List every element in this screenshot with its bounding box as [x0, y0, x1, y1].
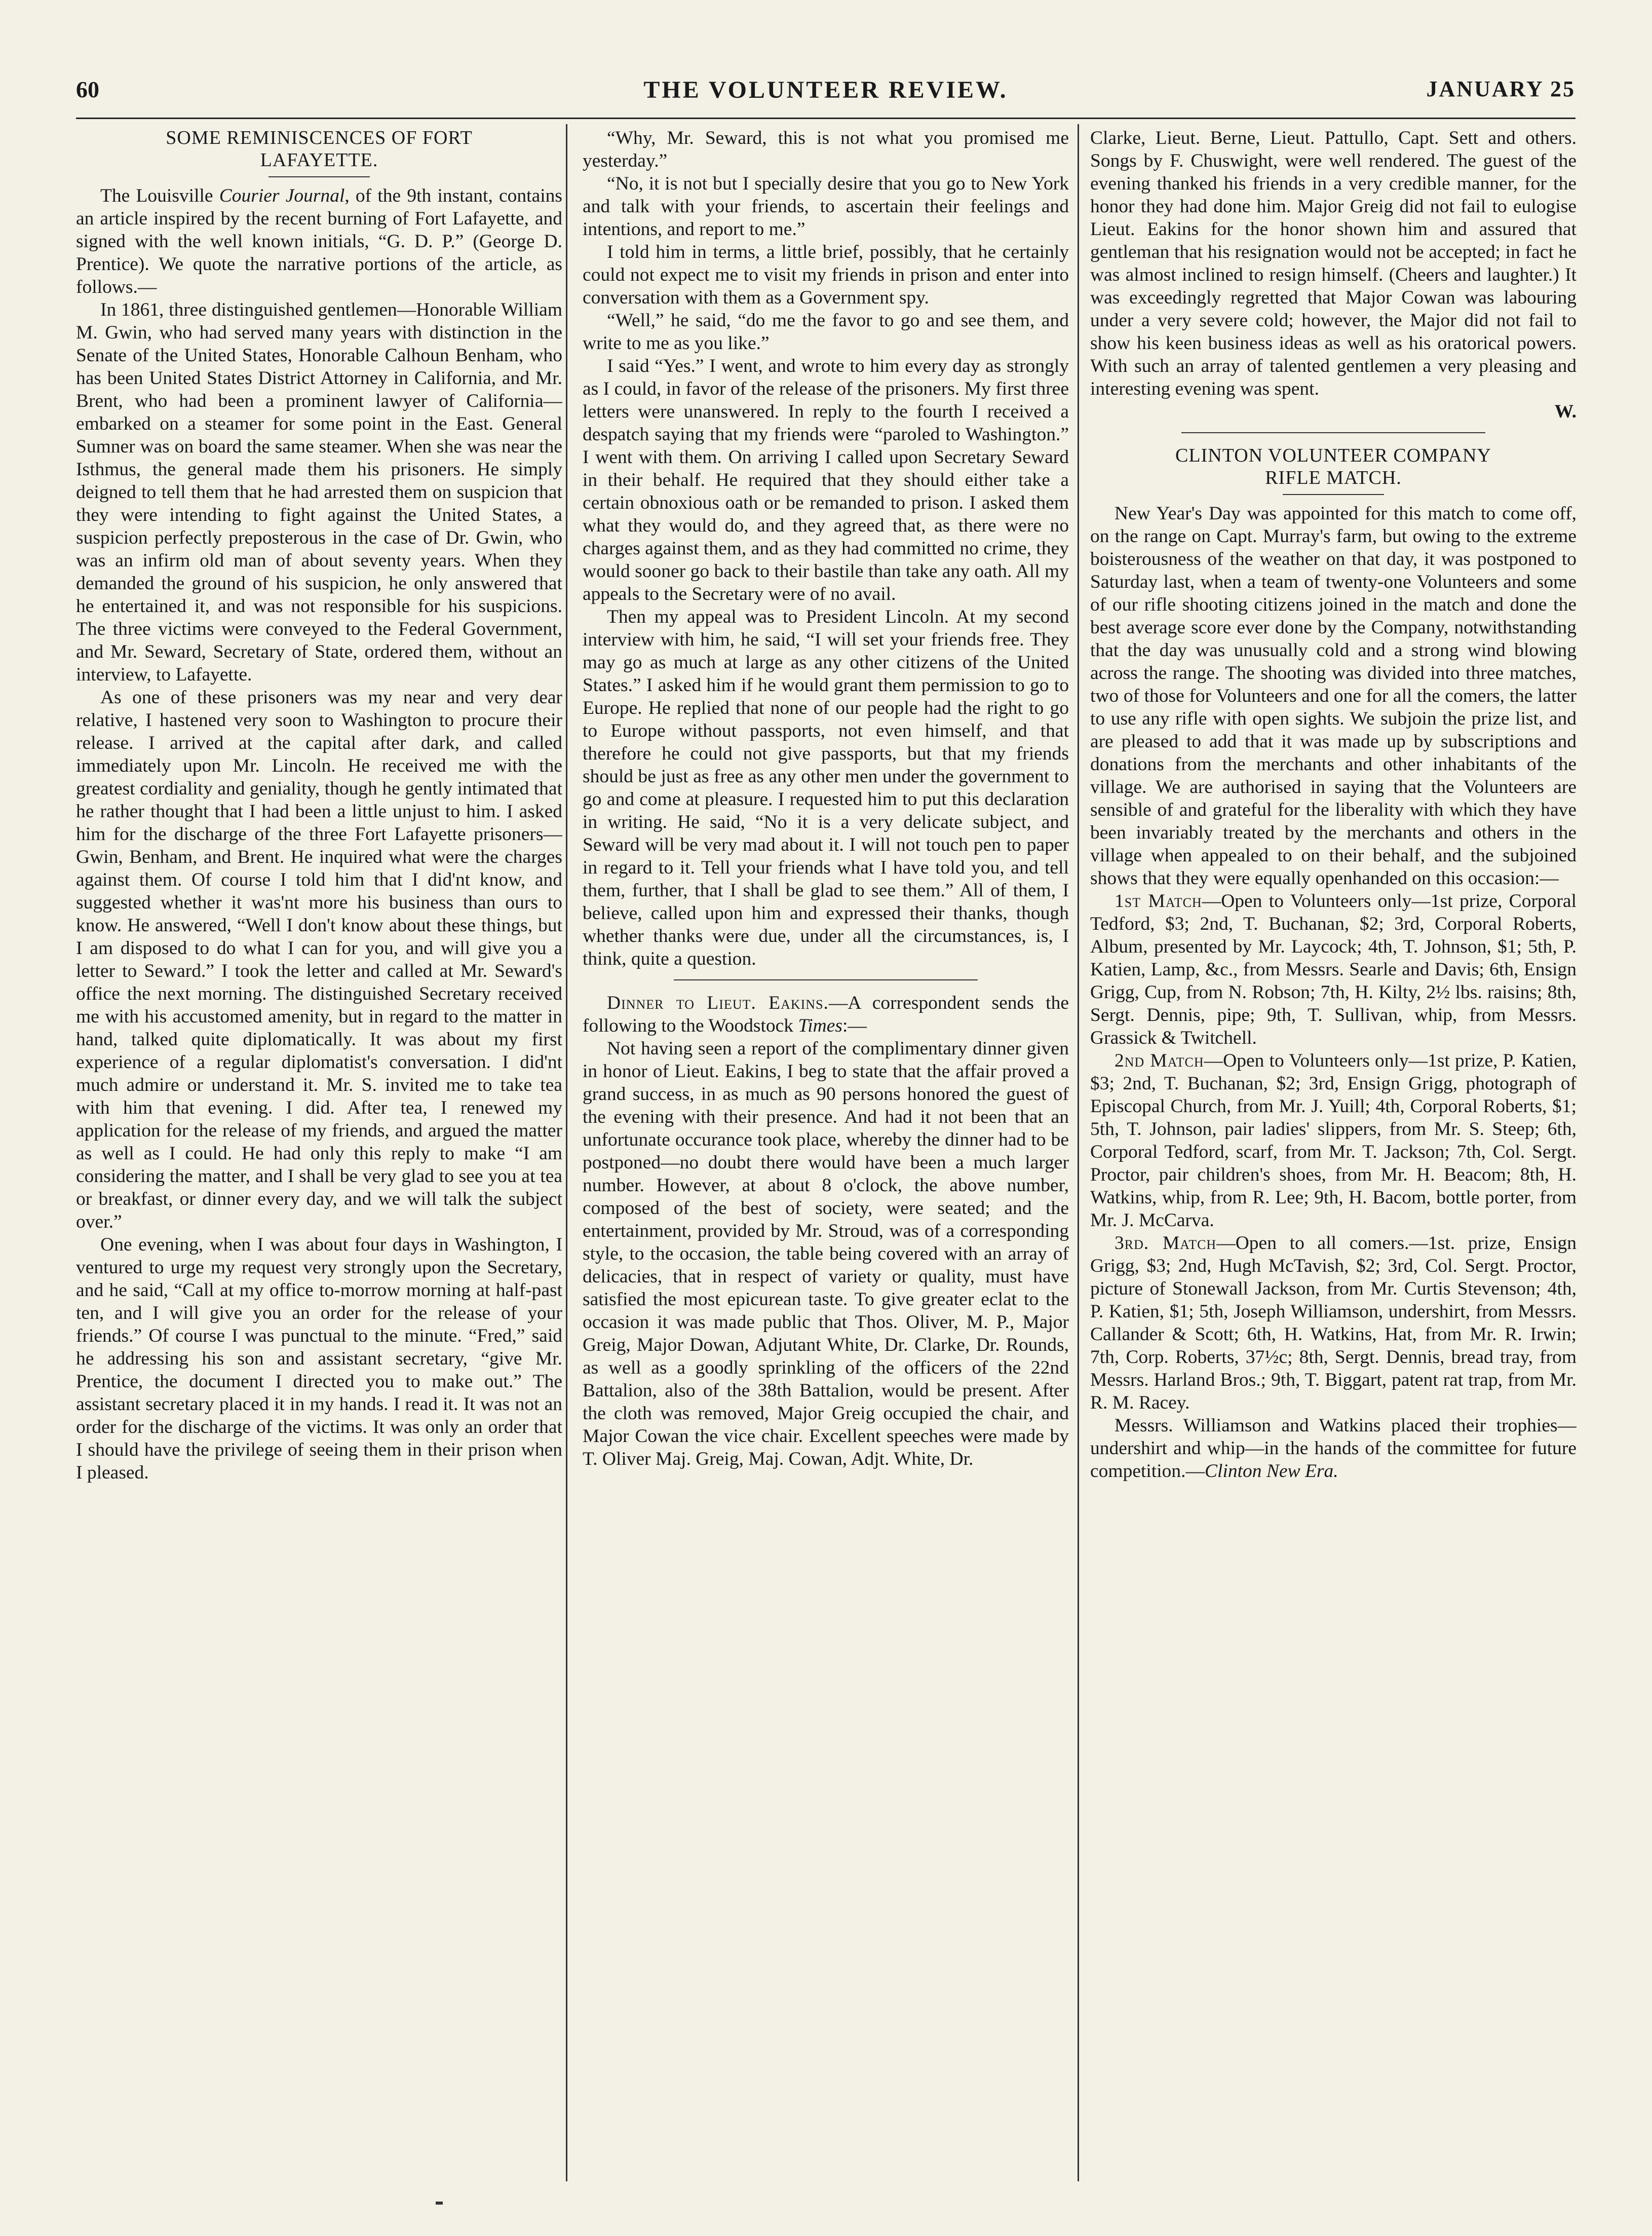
- text-run: The Louisville: [100, 185, 219, 206]
- text-run: —Open to Volunteers only—1st prize, P. Katien, $3; 2nd, T. Buchanan, $2; 3rd, Ensign Grigg, photograph of Episcopal Church, from Mr. J. Yuill; 4th, Corporal Roberts, $1; 5th, T. Johnson, pair ladies' slippers, from Mr. S. Steep; 6th, Corporal Tedford, scarf, from Mr. T. Jackson; 7th, Col. Sergt. Proctor, pair children's shoes, from Mr. H. Beacom; 8th, H. Watkins, whip, from R. Lee; 9th, H. Bacom, bottle porter, from Mr. J. McCarva.: [1090, 1050, 1577, 1231]
- text-run: —Open to Volunteers only—1st prize, Corporal Tedford, $3; 2nd, T. Buchanan, $2; 3rd, Corporal Roberts, Album, presented by Mr. Laycock; 4th, T. Johnson, $1; 5th, P. Katien, Lamp, &c., from Messrs. Searle and Davis; 6th, Ensign Grigg, Cup, from N. Robson; 7th, H. Kilty, 2½ lbs. raisins; 8th, Sergt. Dennis, pipe; 9th, T. Sullivan, whip, from Messrs. Grassick & Twitchell.: [1090, 891, 1577, 1048]
- article-headline-rifle-match: [1090, 444, 1577, 489]
- text-run: Messrs. Williamson and Watkins placed their trophies—undershirt and whip—in the hands of the committee for future competition.—: [1090, 1415, 1577, 1482]
- headline-rule: [1283, 494, 1384, 495]
- source-title: Clinton New Era.: [1205, 1461, 1338, 1482]
- article-paragraph: [76, 184, 562, 298]
- text-run: , of the 9th instant, contains an article inspired by the recent burning of Fort Lafayette, and signed with the well known initials, “G. D. P.” (George D. Prentice). We quote the narrative portions of the article, as follows.—: [76, 185, 562, 297]
- article-paragraph: Not having seen a report of the complimentary dinner given in honor of Lieut. Eakins, I beg to state that the affair proved a grand success, in as much as 90 persons honored the guest of the evening with their presence. And had it not been that an unfortunate occurance took place, whereby the dinner had to be postponed—no doubt there would have been a much larger number. However, at about 8 o'clock, the above number, composed of the best of society, were seated; and the entertainment, provided by Mr. Stroud, was of a corresponding style, to the occasion, the table being covered with an array of delicacies, that in respect of variety or quality, must have satisfied the most epicurean taste. To give greater eclat to the occasion it was made public that Thos. Oliver, M. P., Major Greig, Major Dowan, Adjutant White, Dr. Clarke, Dr. Rounds, as well as a goodly sprinkling of the officers of the 22nd Battalion, also of the 38th Battalion, would be present. After the cloth was removed, Major Greig occupied the chair, and Major Cowan the vice chair. Excellent speeches were made by T. Oliver Maj. Greig, Maj. Cowan, Adjt. White, Dr.: [583, 1038, 1069, 1469]
- article-paragraph: Clarke, Lieut. Berne, Lieut. Pattullo, Capt. Sett and others. Songs by F. Chuswight, were well rendered. The guest of the evening thanked his friends in a very credible manner, for the honor they had done him. Major Greig did not fail to eulogise Lieut. Eakins for the honor shown him and assured that gentleman that his resignation would not be accepted; in fact he was almost inclined to resign himself. (Cheers and laughter.) It was exceedingly regretted that Major Cowan was labouring under a very severe cold; however, the Major did not fail to show his keen business ideas as well as his oratorical powers. With such an array of talented gentlemen a very pleasing and interesting evening was spent.: [1090, 128, 1577, 399]
- article-paragraph: Then my appeal was to President Lincoln. At my second interview with him, he said, “I will set your friends free. They may go as much at large as any other citizens of the United States.” I asked him if he would grant them permission to go to Europe. He replied that none of our people had the right to go to Europe without passports, not even himself, and that therefore he could not give passports, but that my friends should be just as free as any other men under the government to go and come at pleasure. I requested him to put this declaration in writing. He said, “No it is a very delicate subject, and Seward will be very mad about it. I will not touch pen to paper in regard to it. Tell your friends what I have told you, and tell them, further, that I shall be glad to see them.” All of them, I believe, called upon him and expressed their thanks, though whether thanks were due, under all the circumstances, is, I think, quite a question.: [583, 607, 1069, 969]
- article-paragraph: In 1861, three distinguished gentlemen—Honorable William M. Gwin, who had served many years with distinction in the Senate of the United States, Honorable Calhoun Benham, who has been United States District Attorney in California, and Mr. Brent, who had been a prominent lawyer of California—embarked on a steamer for some point in the East. General Sumner was on board the same steamer. When she was near the Isthmus, the general made them his prisoners. He simply deigned to tell them that he had arrested them on suspicion that they were intending to fight against the United States, a suspicion perfectly preposterous in the case of Dr. Gwin, who was an infirm old man of about seventy years. When they demanded the ground of his suspicion, he only answered that he entertained it, and was not responsible for his suspicions. The three victims were conveyed to the Federal Government, and Mr. Seward, Secretary of State, ordered them, without an interview, to Lafayette.: [76, 299, 562, 685]
- headline-line: CLINTON VOLUNTEER COMPANY: [1175, 445, 1491, 466]
- page-number: 60: [76, 77, 99, 102]
- dinner-heading: Dinner to Lieut. Eakins.: [607, 993, 829, 1013]
- headline-line: LAFAYETTE.: [260, 149, 378, 171]
- match-result-paragraph: [1090, 890, 1577, 1049]
- match-label: 2nd Match: [1115, 1050, 1204, 1071]
- issue-date: JANUARY 25: [1426, 77, 1576, 101]
- source-title: Times: [798, 1015, 842, 1036]
- text-run: :—: [842, 1015, 867, 1036]
- article-paragraph: “Why, Mr. Seward, this is not what you promised me yesterday.”: [583, 128, 1069, 171]
- publication-title: THE VOLUNTEER REVIEW.: [643, 77, 1008, 103]
- text-run: —A correspondent sends the following to the Woodstock: [583, 993, 1069, 1036]
- headline-line: RIFLE MATCH.: [1265, 467, 1402, 488]
- column-3: [1090, 127, 1577, 2179]
- article-paragraph: I told him in terms, a little brief, possibly, that he certainly could not expect me to visit my friends in prison and enter into conversation with them as a Government spy.: [583, 242, 1069, 308]
- article-paragraph: One evening, when I was about four days in Washington, I ventured to urge my request very strongly upon the Secretary, and he said, “Call at my office to-morrow morning at half-past ten, and I will give you an order for the release of your friends.” Of course I was punctual to the minute. “Fred,” said he addressing his son and assistant secretary, “give Mr. Prentice, the document I directed you to make out.” The assistant secretary placed it in my hands. I read it. It was not an order for the discharge of the victims. It was only an order that I should have the privilege of seeing them in their prison when I pleased.: [76, 1234, 562, 1483]
- article-paragraph: As one of these prisoners was my near and very dear relative, I hastened very soon to Washington to procure their release. I arrived at the capital after dark, and called immediately upon Mr. Lincoln. He received me with the greatest cordiality and geniality, though he gently intimated that he rather thought that I had been a little unjust to him. I asked him for the discharge of the three Fort Lafayette prisoners—Gwin, Benham, and Brent. He inquired what were the charges against them. Of course I told him that I did'nt know, and suggested whether it was'nt more his business than ours to know. He answered, “Well I don't know about these things, but I am disposed to do what I can for you, and will give you a letter to Seward.” I took the letter and called at Mr. Seward's office the next morning. The distinguished Secretary received me with his accustomed amenity, but in regard to the matter in hand, talked quite diplomatically. It was about my first experience of a regular diplomatist's conversation. I did'nt much admire or understand it. Mr. S. invited me to take tea with him that evening. I did. After tea, I renewed my application for the release of my friends, and argued the matter as well as I could. He had only this reply to make “I am considering the matter, and I shall be very glad to see you at tea or breakfast, or dinner every day, and we will talk the subject over.”: [76, 687, 562, 1232]
- article-signature: W.: [1554, 401, 1577, 422]
- article-paragraph: I said “Yes.” I went, and wrote to him every day as strongly as I could, in favor of the release of the prisoners. My first three letters were unanswered. In reply to the fourth I received a despatch saying that my friends were “paroled to Washington.” I went with them. On arriving I called upon Secretary Seward in their behalf. He required that they should either take a certain obnoxious oath or be remanded to prison. I asked them what they would do, and they agreed that, as there were no charges against them, and as they had committed no crime, they would sooner go back to their bastile than take any oath. All my appeals to the Secretary were of no avail.: [583, 356, 1069, 604]
- match-result-paragraph: [1090, 1232, 1577, 1414]
- source-title: Courier Journal: [219, 185, 345, 206]
- masthead: [76, 76, 1576, 117]
- article-headline-fort-lafayette: [76, 127, 562, 171]
- match-result-paragraph: [1090, 1049, 1577, 1232]
- section-rule: [674, 979, 978, 980]
- headline-line: SOME REMINISCENCES OF FORT: [166, 127, 473, 148]
- text-run: —Open to all comers.—1st. prize, Ensign Grigg, $3; 2nd, Hugh McTavish, $2; 3rd, Col. Sergt. Proctor, picture of Stonewall Jackson, from Mr. Curtis Stevenson; 4th, P. Katien, $1; 5th, Joseph Williamson, undershirt, from Messrs. Callander & Scott; 6th, H. Watkins, Hat, from Mr. R. Irwin; 7th, Corp. Roberts, 37½c; 8th, Sergt. Dennis, bread tray, from Messrs. Harland Bros.; 9th, T. Biggart, patent rat trap, from Mr. R. M. Racey.: [1090, 1233, 1577, 1413]
- article-paragraph: New Year's Day was appointed for this match to come off, on the range on Capt. Murray's farm, but owing to the extreme boisterousness of the weather on that day, it was postponed to Saturday last, when a team of twenty-one Volunteers and some of our rifle shooting citizens joined in the match and done the best average score ever done by the Company, notwithstanding that the day was unusually cold and a strong wind blowing across the range. The shooting was divided into three matches, two of those for Volunteers and one for all the comers, the latter to use any rifle with open sights. We subjoin the prize list, and are pleased to add that it was made up by subscriptions and donations from the merchants and other inhabitants of the village. We are authorised in saying that the Volunteers are sensible of and grateful for the liberality with which they have been invariably treated by the merchants and others in the village when appealed to on their behalf, and the subjoined shows that they were equally openhanded on this occasion:—: [1090, 503, 1577, 889]
- section-rule: [1181, 432, 1485, 433]
- match-label: 3rd. Match: [1115, 1233, 1217, 1254]
- masthead-rule: [76, 118, 1576, 119]
- article-paragraph: “No, it is not but I specially desire that you go to New York and talk with your friends, to ascertain their feelings and intentions, and report to me.”: [583, 173, 1069, 240]
- article-paragraph: “Well,” he said, “do me the favor to go and see them, and write to me as you like.”: [583, 310, 1069, 354]
- print-mark: [436, 2202, 443, 2205]
- match-label: 1st Match: [1115, 891, 1202, 912]
- dinner-intro-paragraph: [583, 992, 1069, 1037]
- column-rule-2: [1078, 124, 1079, 2181]
- column-rule-1: [566, 124, 567, 2181]
- headline-rule: [268, 176, 370, 177]
- column-2: [583, 127, 1069, 2179]
- column-1: [76, 127, 562, 2179]
- article-paragraph: [1090, 1414, 1577, 1483]
